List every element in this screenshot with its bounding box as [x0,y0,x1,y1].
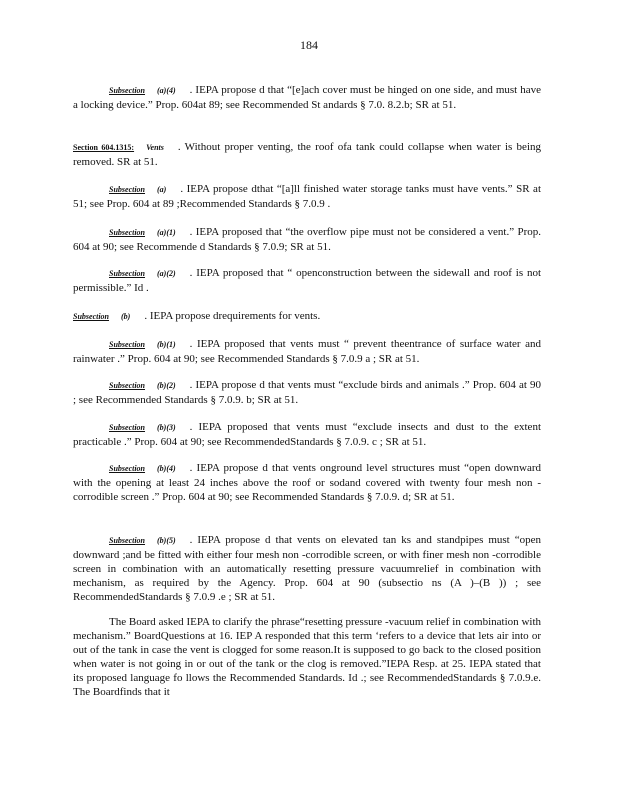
subsection-label: Subsection [109,423,146,432]
subsection-label: Subsection [109,464,146,473]
subsection-label: Subsection [109,269,146,278]
subsection-ref: (b)(4) [157,464,176,473]
paragraph-subsection-a2 [73,266,541,295]
paragraph-text: . IEPA proposed that vents must “exclude insects and dust to the extent practicable .” Prop. 604 at 90; see RecommendedStandards § 7.0.9. c ; SR at 51. [73,421,541,448]
paragraph-text: . IEPA propose d that “[e]ach cover must be hinged on one side, and must have a locking device.” Prop. 604at 89; see Recommended St andards § 7.0. 8.2.b; SR at 51. [73,84,541,111]
subsection-ref: (a) [157,185,167,194]
subsection-label: Subsection [109,381,146,390]
paragraph-subsection-b2 [73,378,541,407]
subsection-label: Subsection [109,536,146,545]
subsection-label: Subsection [73,312,110,321]
section-title: Vents [146,143,164,152]
paragraph-text: . IEPA propose drequirements for vents. [144,310,321,322]
subsection-label: Subsection [109,340,146,349]
subsection-ref: (a)(2) [157,269,176,278]
subsection-ref: (b)(2) [157,381,176,390]
subsection-ref: (b)(1) [157,340,176,349]
paragraph-text: . IEPA proposed that “ openconstruction between the sidewall and roof is not permissible.” Id . [73,267,541,294]
subsection-label: Subsection [109,228,146,237]
subsection-ref: (b)(3) [157,423,176,432]
paragraph-subsection-a4 [73,83,541,112]
section-label: Section 604.1315: [73,143,135,152]
paragraph-text: . IEPA propose d that vents onground level structures must “open downward with the opening at least 24 inches above the roof or sodand covered with twenty four mesh non -corrodible screen .” Prop. 604 at 90; see Recommended Standards § 7.0.9. d; SR at 51. [73,462,541,503]
paragraph-subsection-a [73,182,541,211]
paragraph-subsection-b5 [73,533,541,604]
subsection-label: Subsection [109,185,146,194]
paragraph-text: . IEPA propose dthat “[a]ll finished water storage tanks must have vents.” SR at 51; see Prop. 604 at 89 ;Recommended Standards § 7.0.9 . [73,183,541,210]
subsection-ref: (a)(4) [157,86,176,95]
paragraph-board-discussion [73,615,541,699]
paragraph-text: . IEPA proposed that vents must “ prevent theentrance of surface water and rainwater .” Prop. 604 at 90; see Recommended Standards § 7.0.9 a ; SR at 51. [73,338,541,365]
paragraph-text: . IEPA propose d that vents must “exclude birds and animals .” Prop. 604 at 90 ; see Recommended Standards § 7.0.9. b; SR at 51. [73,379,541,406]
subsection-label: Subsection [109,86,146,95]
subsection-ref: (b)(5) [157,536,176,545]
paragraph-text: . IEPA propose d that vents on elevated tan ks and standpipes must “open downward ;and be fitted with either four mesh non -corrodible screen, or with finer mesh non -corrodible screen in combination with an automatically resetting pressure vacuumrelief in combination with mechanism, as required by the Agency. Prop. 604 at 90 (subsectio ns (A )–(B )) ; see RecommendedStandards § 7.0.9 .e ; SR at 51. [73,534,541,603]
paragraph-subsection-a1 [73,225,541,254]
paragraph-text: . Without proper venting, the roof ofa tank could collapse when water is being removed. SR at 51. [73,141,541,168]
subsection-ref: (b) [121,312,131,321]
page-number: 184 [300,38,318,52]
paragraph-text: . IEPA proposed that “the overflow pipe must not be considered a vent.” Prop. 604 at 90; see Recommende d Standards § 7.0.9; SR at 51. [73,226,541,253]
subsection-ref: (a)(1) [157,228,176,237]
paragraph-subsection-b3 [73,420,541,449]
paragraph-subsection-b [73,309,541,324]
paragraph-subsection-b1 [73,337,541,366]
paragraph-subsection-b4 [73,461,541,504]
paragraph-section-vents [73,140,541,169]
paragraph-text: The Board asked IEPA to clarify the phrase“resetting pressure -vacuum relief in combination with mechanism.” BoardQuestions at 16. IEP A responded that this term ‘refers to a device that lets air into or out of the tank in case the vent is clogged for some reason.It is supposed to go back to the closed position when water is not going in or out of the tank or the clog is removed.”IEPA Resp. at 25. IEPA stated that its proposed language fo llows the Recommended Standards. Id .; see RecommendedStandards § 7.0.9.e. The Boardfinds that it [73,616,541,698]
